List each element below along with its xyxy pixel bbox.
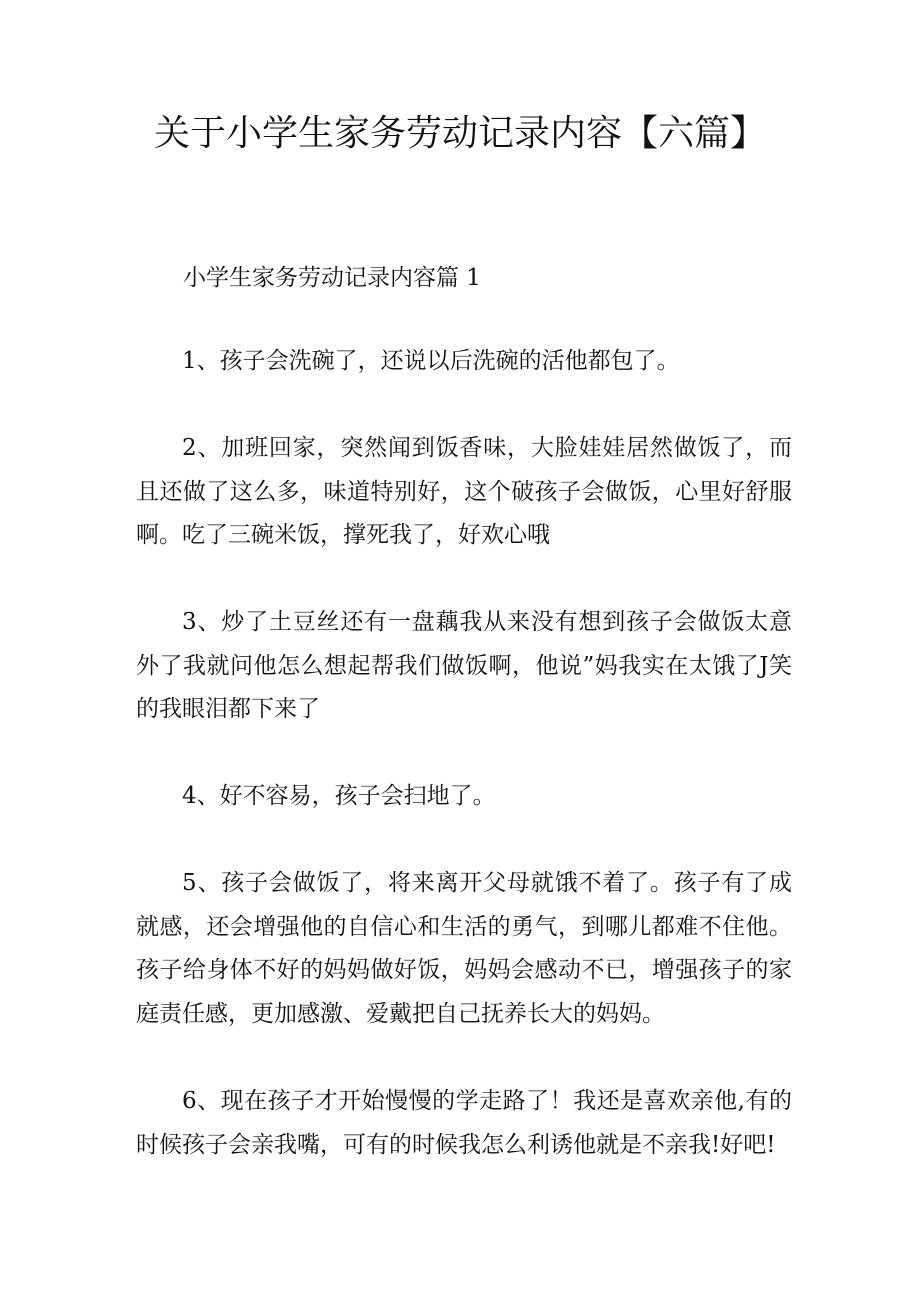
- paragraph-3: 3、炒了土豆丝还有一盘藕我从来没有想到孩子会做饭太意外了我就问他怎么想起帮我们做饭啊，他说”妈我实在太饿了J笑的我眼泪都下来了: [136, 609, 792, 722]
- paragraph-5: 5、孩子会做饭了，将来离开父母就饿不着了。孩子有了成就感，还会增强他的自信心和生活的勇气，到哪儿都难不住他。孩子给身体不好的妈妈做好饭，妈妈会感动不已，增强孩子的家庭责任感，更加感激、爱戴把自己抚养长大的妈妈。: [136, 870, 792, 1027]
- paragraph-1: 1、孩子会洗碗了，还说以后洗碗的活他都包了。: [182, 348, 680, 374]
- paragraph-6: 6、现在孩子才开始慢慢的学走路了！我还是喜欢亲他,有的时候孩子会亲我嘴，可有的时候我怎么利诱他就是不亲我!好吧!: [136, 1088, 792, 1158]
- document-title: 关于小学生家务劳动记录内容【六篇】: [153, 113, 766, 154]
- section-heading: 小学生家务劳动记录内容篇 1: [183, 265, 481, 291]
- paragraph-2: 2、加班回家，突然闻到饭香味，大脸娃娃居然做饭了，而且还做了这么多，味道特别好，这个破孩子会做饭，心里好舒服啊。吃了三碗米饭，撑死我了，好欢心哦: [136, 435, 792, 548]
- paragraph-4: 4、好不容易，孩子会扫地了。: [182, 783, 496, 809]
